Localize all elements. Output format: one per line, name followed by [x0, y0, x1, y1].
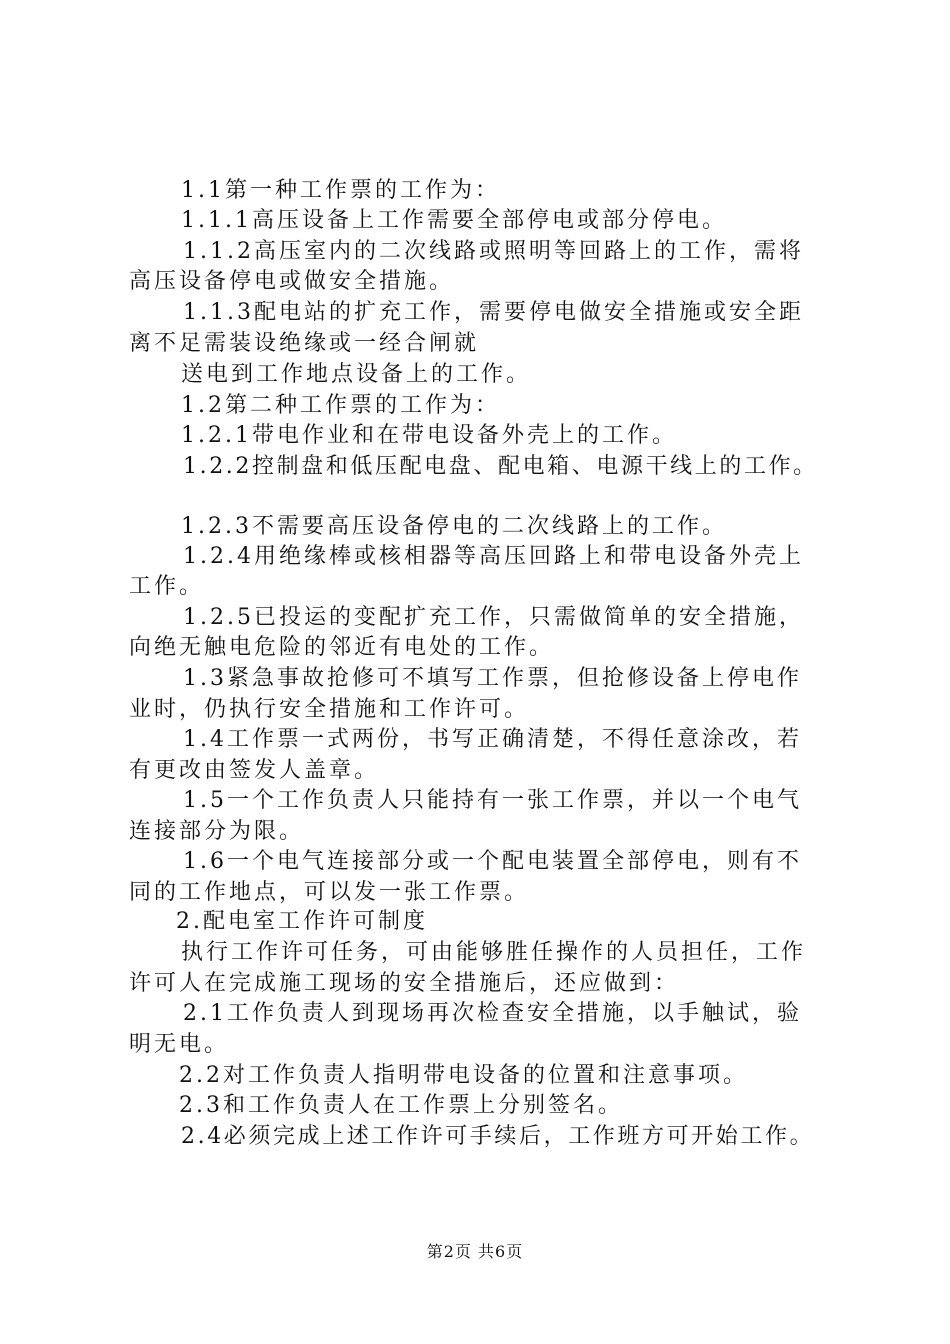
text-line: 有更改由签发人盖章。	[129, 758, 380, 783]
page-number-footer: 第2页 共6页	[426, 1242, 524, 1261]
text-line: 1.3紧急事故抢修可不填写工作票，但抢修设备上停电作	[183, 666, 802, 691]
text-line: 1.1.3配电站的扩充工作，需要停电做安全措施或安全距	[183, 300, 804, 325]
text-line: 1.6一个电气连接部分或一个配电装置全部停电，则有不	[183, 849, 802, 874]
text-line: 1.5一个工作负责人只能持有一张工作票，并以一个电气	[183, 788, 802, 813]
text-line: 向绝无触电危险的邻近有电处的工作。	[129, 635, 555, 660]
text-line: 同的工作地点，可以发一张工作票。	[129, 880, 530, 905]
text-line: 工作。	[129, 574, 205, 599]
text-line: 连接部分为限。	[129, 819, 305, 844]
text-line: 1.4工作票一式两份，书写正确清楚，不得任意涂改，若	[183, 727, 802, 752]
text-line: 1.1第一种工作票的工作为：	[181, 178, 500, 203]
text-line: 高压设备停电或做安全措施。	[129, 269, 455, 294]
text-line: 业时，仍执行安全措施和工作许可。	[129, 697, 530, 722]
text-line: 1.2.5已投运的变配扩充工作，只需做简单的安全措施，	[183, 605, 804, 630]
text-line: 送电到工作地点设备上的工作。	[181, 362, 532, 387]
text-line: 许可人在完成施工现场的安全措施后，还应做到：	[129, 971, 680, 996]
text-line: 1.2.2控制盘和低压配电盘、配电箱、电源干线上的工作。	[183, 454, 818, 479]
text-line: 2.4必须完成上述工作许可手续后，工作班方可开始工作。	[181, 1124, 815, 1149]
text-line: 明无电。	[129, 1032, 230, 1057]
text-line: 1.1.1高压设备上工作需要全部停电或部分停电。	[181, 208, 727, 233]
text-line: 2.1工作负责人到现场再次检查安全措施，以手触试，验	[183, 1001, 802, 1026]
text-line: 2.2对工作负责人指明带电设备的位置和注意事项。	[179, 1063, 748, 1088]
section-heading: 2.配电室工作许可制度	[176, 909, 428, 934]
text-line: 1.2第二种工作票的工作为：	[181, 393, 500, 418]
text-line: 2.3和工作负责人在工作票上分别签名。	[179, 1093, 623, 1118]
text-line: 1.2.1带电作业和在带电设备外壳上的工作。	[181, 423, 677, 448]
text-line: 执行工作许可任务，可由能够胜任操作的人员担任，工作	[181, 940, 807, 965]
text-line: 1.1.2高压室内的二次线路或照明等回路上的工作，需将	[183, 239, 804, 264]
text-line: 1.2.4用绝缘棒或核相器等高压回路上和带电设备外壳上	[183, 544, 804, 569]
text-line: 1.2.3不需要高压设备停电的二次线路上的工作。	[181, 514, 727, 539]
text-line: 离不足需装设绝缘或一经合闸就	[129, 331, 480, 356]
